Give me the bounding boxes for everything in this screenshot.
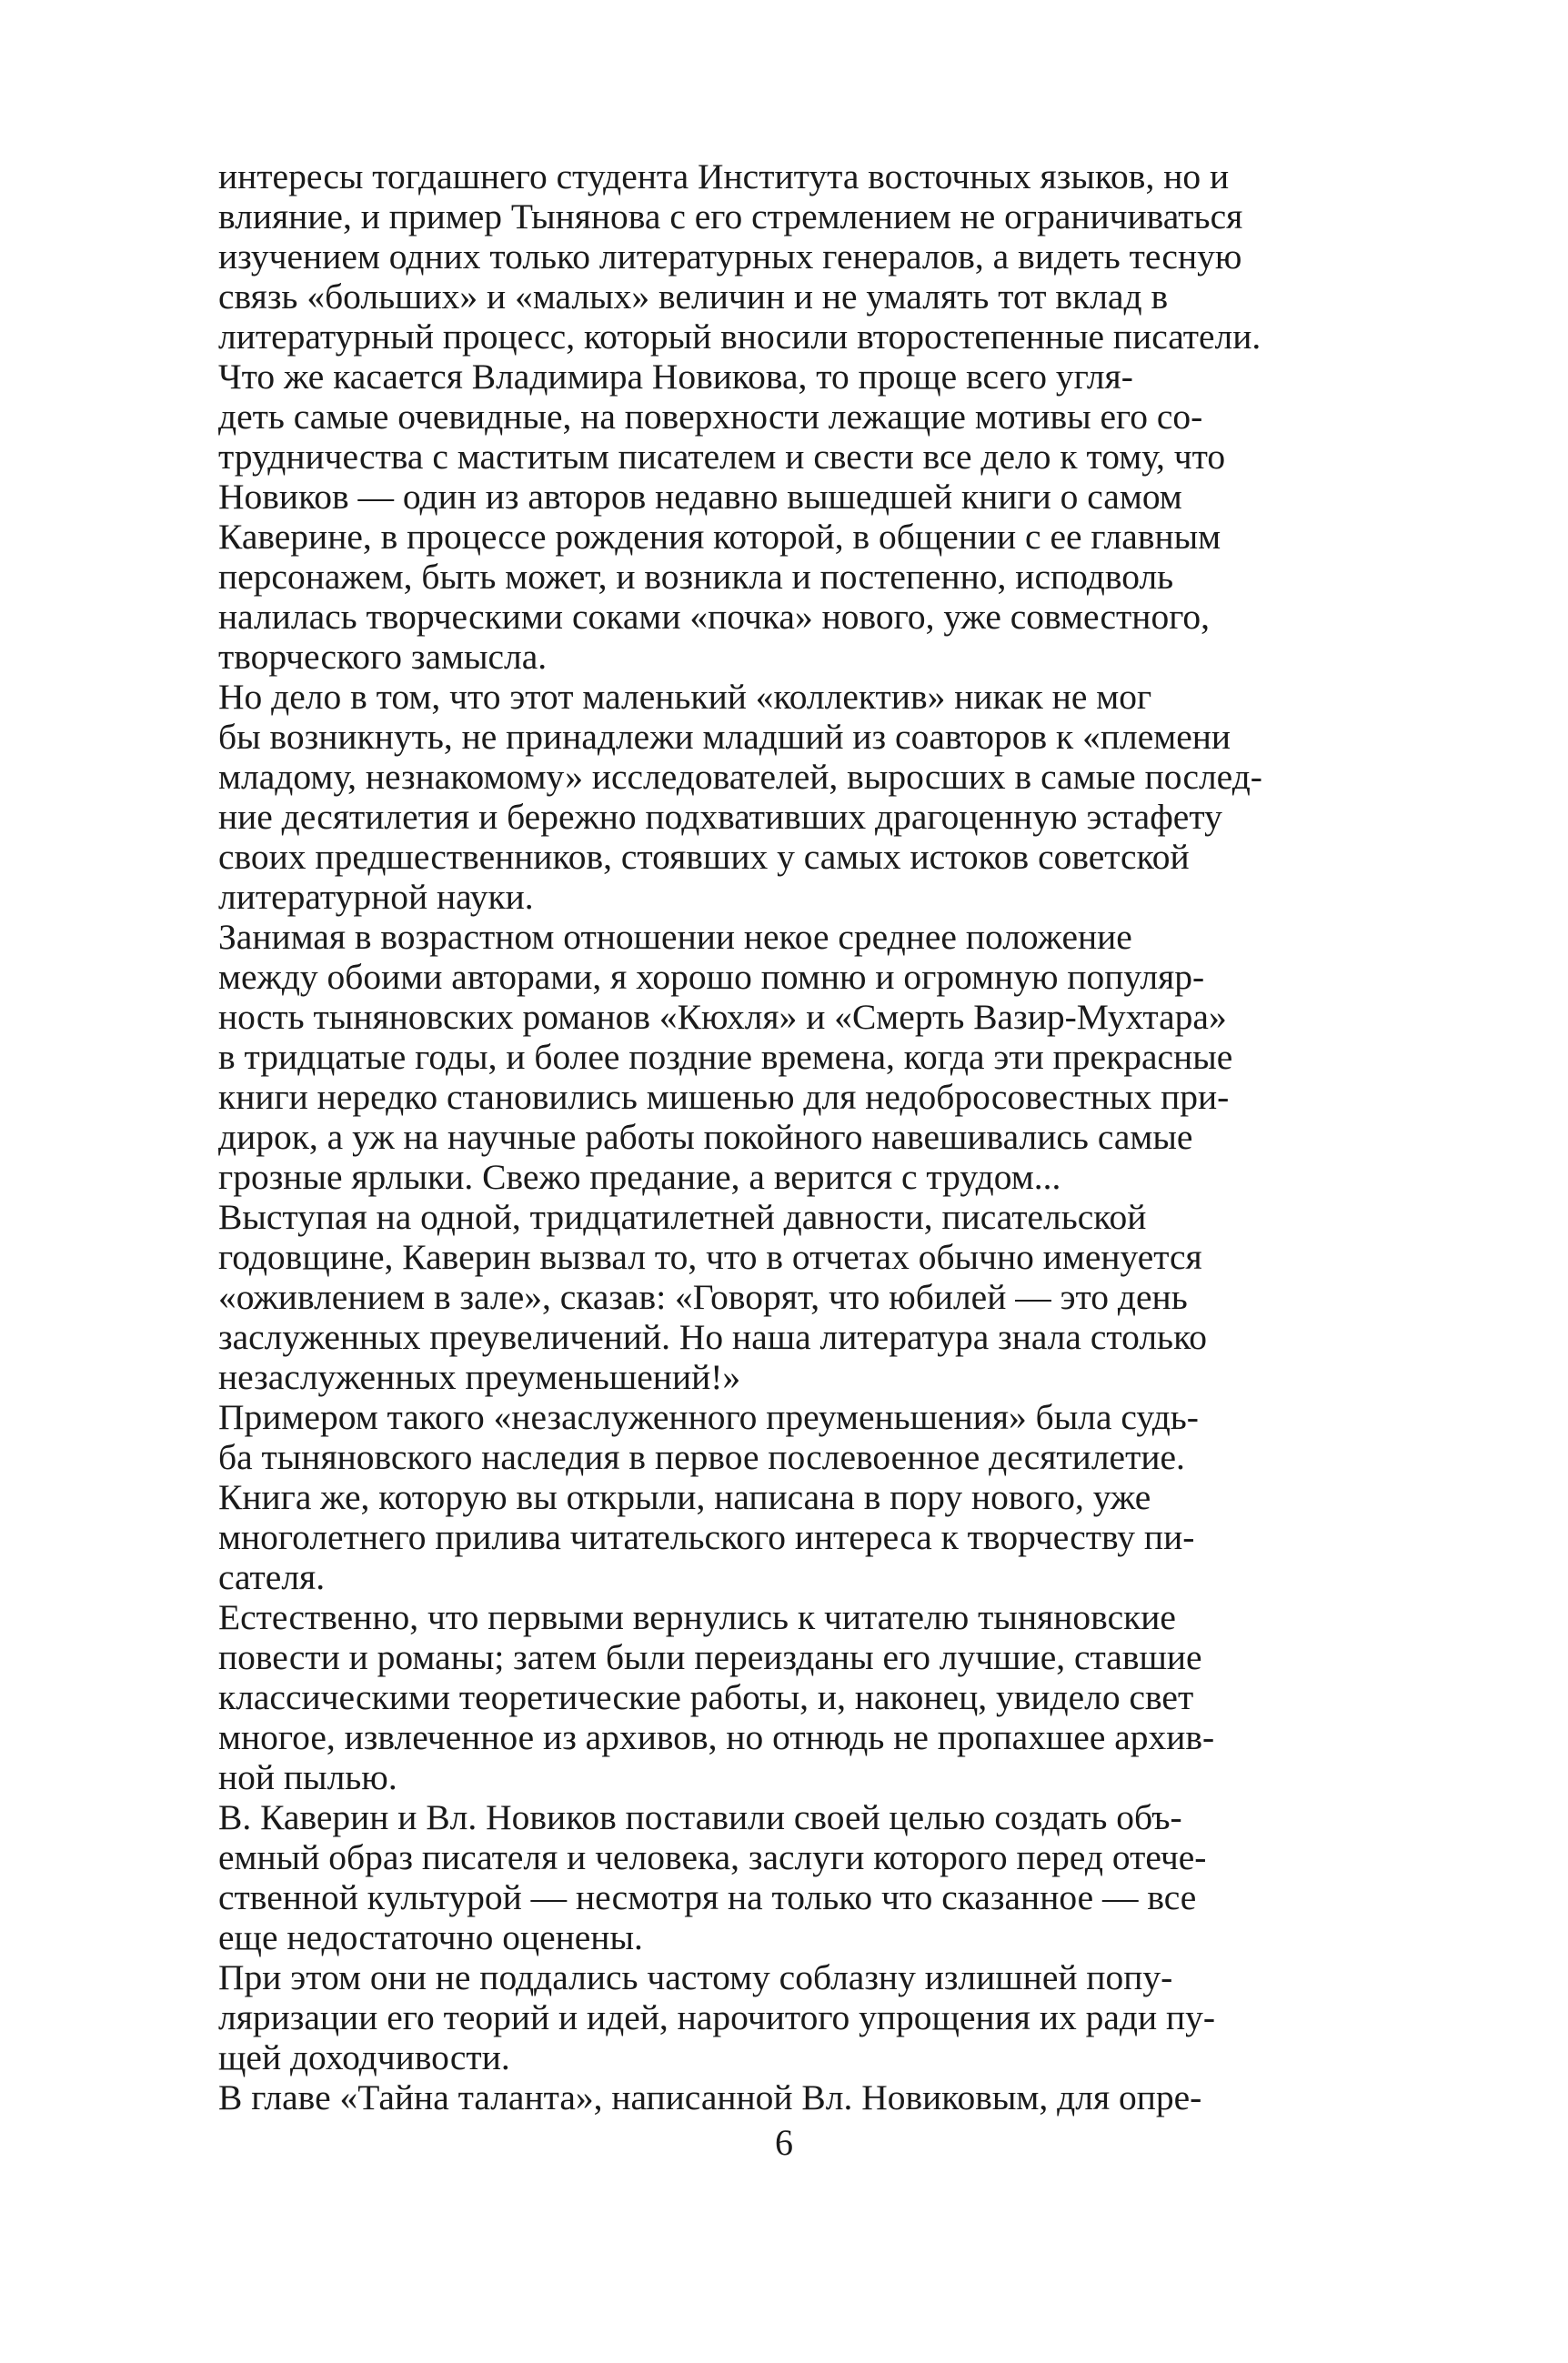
paragraph: Занимая в возрастном отношении некое среднее положение между обоими авторами, я хорошо помню и огромную популяр- ность тыняновских романов «Кюхля» и «Смерть Вазир-Мухтара» в тридцатые годы, и более поздние времена, когда эти прекрасные книги нередко становились мишенью для недобросовестных при- дирок, а уж на научные работы покойного навешивались самые грозные ярлыки. Свежо предание, а верится с трудом... [218, 917, 1233, 1197]
paragraph: В. Каверин и Вл. Новиков поставили своей целью создать объ- емный образ писателя и человека, заслуги которого перед отече- ственной культурой — несмотря на только что сказанное — все еще недостаточно оценены. [218, 1797, 1207, 1957]
paragraph: Что же касается Владимира Новикова, то проще всего угля- деть самые очевидные, на поверхности лежащие мотивы его со- трудничества с маститым писателем и свести все дело к тому, что Новиков — один из авторов недавно вышедшей книги о самом Каверине, в процессе рождения которой, в общении с ее главным персонажем, быть может, и возникла и постепенно, исподволь налилась творческими соками «почка» нового, уже совместного, творческого замысла. [218, 357, 1226, 677]
paragraph: Но дело в том, что этот маленький «коллектив» никак не мог бы возникнуть, не принадлежи младший из соавторов к «племени младому, незнакомому» исследователей, выросших в самые послед- ние десятилетия и бережно подхвативших драгоценную эстафету своих предшественников, стоявших у самых истоков советской литературной науки. [218, 677, 1262, 917]
paragraph: интересы тогдашнего студента Института восточных языков, но и влияние, и пример Тынянова с его стремлением не ограничиваться изучением одних только литературных генералов, а видеть тесную связь «больших» и «малых» величин и не умалять тот вклад в литературный процесс, который вносили второстепенные писатели. [218, 156, 1261, 357]
paragraph: Книга же, которую вы открыли, написана в пору нового, уже многолетнего прилива читательского интереса к творчеству пи- сателя. [218, 1477, 1195, 1597]
paragraph: В главе «Тайна таланта», написанной Вл. Новиковым, для опре- [218, 2077, 1202, 2117]
paragraph: При этом они не поддались частому соблазну излишней попу- ляризации его теорий и идей, нарочитого упрощения их ради пу- щей доходчивости. [218, 1957, 1216, 2077]
paragraph: Примером такого «незаслуженного преуменьшения» была судь- ба тыняновского наследия в первое послевоенное десятилетие. [218, 1397, 1199, 1477]
paragraph: Выступая на одной, тридцатилетней давности, писательской годовщине, Каверин вызвал то, что в отчетах обычно именуется «оживлением в зале», сказав: «Говорят, что юбилей — это день заслуженных преувеличений. Но наша литература знала столько незаслуженных преуменьшений!» [218, 1197, 1208, 1397]
page-body-text [218, 156, 1401, 2117]
page-number: 6 [775, 2122, 793, 2163]
paragraph: Естественно, что первыми вернулись к читателю тыняновские повести и романы; затем были переизданы его лучшие, ставшие классическими теоретические работы, и, наконец, увидело свет многое, извлеченное из архивов, но отнюдь не пропахшее архив- ной пылью. [218, 1597, 1215, 1797]
